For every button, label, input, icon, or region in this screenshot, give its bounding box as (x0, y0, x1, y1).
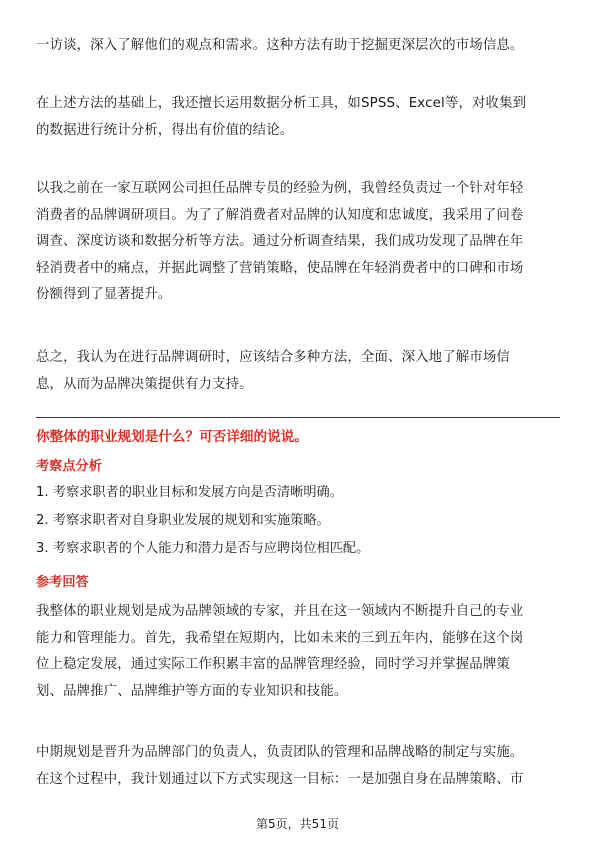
text-line: 轻消费者中的痛点，并据此调整了营销策略，使品牌在年轻消费者中的口碑和市场 (36, 260, 524, 276)
page-number: 第5页，共51页 (256, 817, 339, 831)
text-line: 份额得到了显著提升。 (36, 287, 172, 302)
section-divider (36, 417, 560, 418)
paragraph-answer-midterm (36, 740, 560, 793)
paragraph-conclusion (36, 345, 560, 398)
text-line: 一访谈，深入了解他们的观点和需求。这种方法有助于挖掘更深层次的市场信息。 (36, 38, 524, 53)
text-line: 位上稳定发展，通过实际工作积累丰富的品牌管理经验，同时学习并掌握品牌策 (36, 657, 510, 672)
text-line: 息，从而为品牌决策提供有力支持。 (36, 376, 253, 392)
text-line: 我整体的职业规划是成为品牌领域的专家，并且在这一领域内不断提升自己的专业 (36, 604, 524, 619)
text-line: 划、品牌推广、品牌维护等方面的专业知识和技能。 (36, 683, 348, 699)
text-line: 以我之前在一家互联网公司担任品牌专员的经验为例，我曾经负责过一个针对年轻 (36, 181, 524, 196)
text-line: 总之，我认为在进行品牌调研时，应该结合多种方法，全面、深入地了解市场信 (36, 350, 510, 365)
answer-heading: 参考回答 (36, 575, 89, 590)
text-line: 能力和管理能力。首先，我希望在短期内，比如未来的三到五年内，能够在这个岗 (36, 630, 524, 646)
text-line: 在这个过程中，我计划通过以下方式实现这一目标：一是加强自身在品牌策略、市 (36, 771, 524, 787)
text-line: 调查、深度访谈和数据分析等方法。通过分析调查结果，我们成功发现了品牌在年 (36, 234, 524, 249)
paragraph-interview-method (36, 33, 560, 60)
analysis-heading: 考察点分析 (36, 459, 102, 474)
text-line: 消费者的品牌调研项目。为了了解消费者对品牌的认知度和忠诚度，我采用了问卷 (36, 207, 524, 223)
text-line: 在上述方法的基础上，我还擅长运用数据分析工具，如SPSS、Excel等，对收集到 (36, 96, 527, 111)
question-title: 你整体的职业规划是什么？可否详细的说说。 (36, 429, 308, 445)
analysis-item: 2. 考察求职者对自身职业发展的规划和实施策略。 (36, 513, 330, 528)
paragraph-data-analysis (36, 91, 560, 144)
text-line: 的数据进行统计分析，得出有价值的结论。 (36, 122, 294, 138)
paragraph-experience-example (36, 176, 560, 309)
text-line: 中期规划是晋升为品牌部门的负责人，负责团队的管理和品牌战略的制定与实施。 (36, 745, 524, 760)
analysis-item: 3. 考察求职者的个人能力和潜力是否与应聘岗位相匹配。 (36, 541, 370, 556)
paragraph-answer-overview (36, 599, 560, 705)
analysis-item: 1. 考察求职者的职业目标和发展方向是否清晰明确。 (36, 485, 343, 500)
